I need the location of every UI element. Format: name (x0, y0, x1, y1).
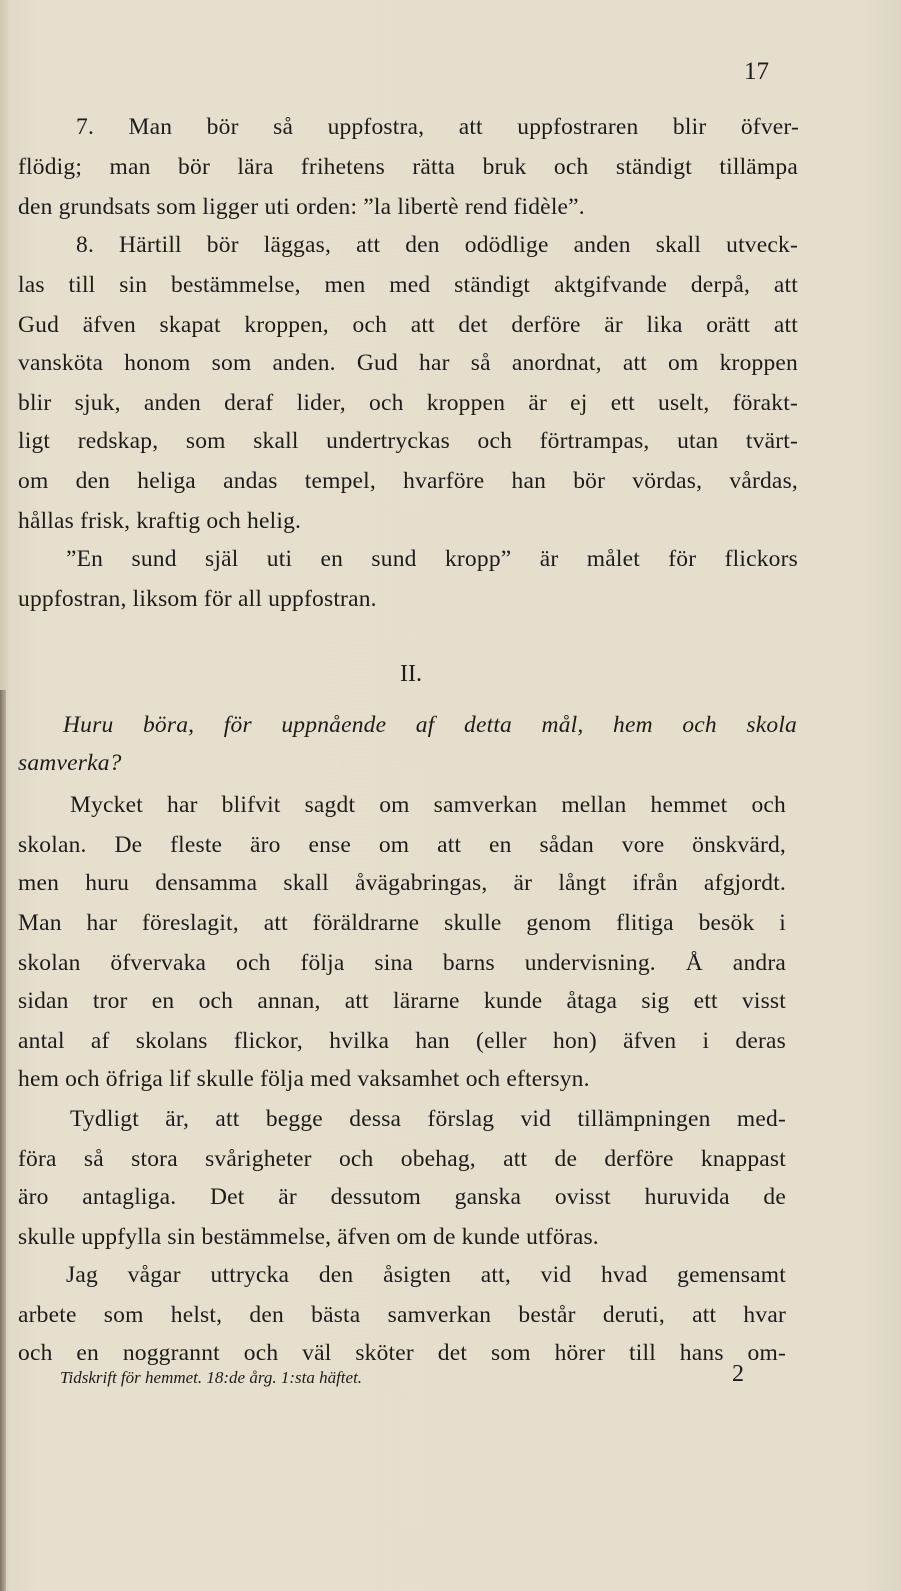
text-line: men huru densamma skall åvägabringas, är långt ifrån afgjordt. (18, 870, 786, 896)
text-line: ligt redskap, som skall undertryckas och förtrampas, utan tvärt- (18, 428, 798, 454)
text-line: skolan öfvervaka och följa sina barns undervisning. Å andra (18, 950, 786, 976)
text-line: vansköta honom som anden. Gud har så anordnat, att om kroppen (18, 350, 798, 376)
text-line: antal af skolans flickor, hvilka han (eller hon) äfven i deras (18, 1028, 786, 1054)
text-line: om den heliga andas tempel, hvarföre han bör vördas, vårdas, (18, 468, 798, 494)
text-line: hållas frisk, kraftig och helig. (18, 508, 302, 534)
section-number: II. (400, 661, 422, 687)
section-heading: samverka? (18, 750, 122, 776)
text-line: sidan tror en och annan, att lärarne kunde åtaga sig ett visst (18, 988, 786, 1014)
text-line: 7. Man bör så uppfostra, att uppfostraren blir öfver- (76, 114, 799, 140)
text-line: arbete som helst, den bästa samverkan består deruti, att hvar (18, 1302, 786, 1328)
signature-mark: 2 (732, 1361, 744, 1387)
text-line: skulle uppfylla sin bestämmelse, äfven om de kunde utföras. (18, 1224, 599, 1250)
text-line: ”En sund själ uti en sund kropp” är målet för flickors (66, 546, 798, 572)
text-line: las till sin bestämmelse, men med ständigt aktgifvande derpå, att (18, 272, 798, 298)
text-line: och en noggrannt och väl sköter det som hörer till hans om- (18, 1340, 786, 1366)
section-heading: Huru böra, för uppnående af detta mål, hem och skola (63, 712, 797, 738)
text-line: blir sjuk, anden deraf lider, och kroppen är ej ett uselt, förakt- (18, 390, 798, 416)
text-line: skolan. De fleste äro ense om att en sådan vore önskvärd, (18, 832, 786, 858)
text-line: föra så stora svårigheter och obehag, att de derföre knappast (18, 1146, 786, 1172)
text-line: den grundsats som ligger uti orden: ”la libertè rend fidèle”. (18, 194, 585, 220)
page-number: 17 (744, 58, 769, 85)
text-line: flödig; man bör lära frihetens rätta bruk och ständigt tillämpa (18, 154, 798, 180)
text-line: Mycket har blifvit sagdt om samverkan mellan hemmet och (70, 792, 786, 818)
text-line: 8. Härtill bör läggas, att den odödlige anden skall utveck- (76, 232, 798, 258)
text-line: Jag vågar uttrycka den åsigten att, vid hvad gemensamt (66, 1262, 786, 1288)
text-line: Gud äfven skapat kroppen, och att det derföre är lika orätt att (18, 312, 798, 338)
text-line: hem och öfriga lif skulle följa med vaksamhet och eftersyn. (18, 1066, 590, 1092)
text-line: Man har föreslagit, att föräldrarne skulle genom flitiga besök i (18, 910, 786, 936)
journal-footer: Tidskrift för hemmet. 18:de årg. 1:sta häftet. (60, 1368, 363, 1387)
text-line: Tydligt är, att begge dessa förslag vid tillämpningen med- (70, 1106, 786, 1132)
text-line: uppfostran, liksom för all uppfostran. (18, 586, 377, 612)
text-line: äro antagliga. Det är dessutom ganska ovisst huruvida de (18, 1184, 786, 1210)
page-edge-shadow (0, 690, 6, 1591)
